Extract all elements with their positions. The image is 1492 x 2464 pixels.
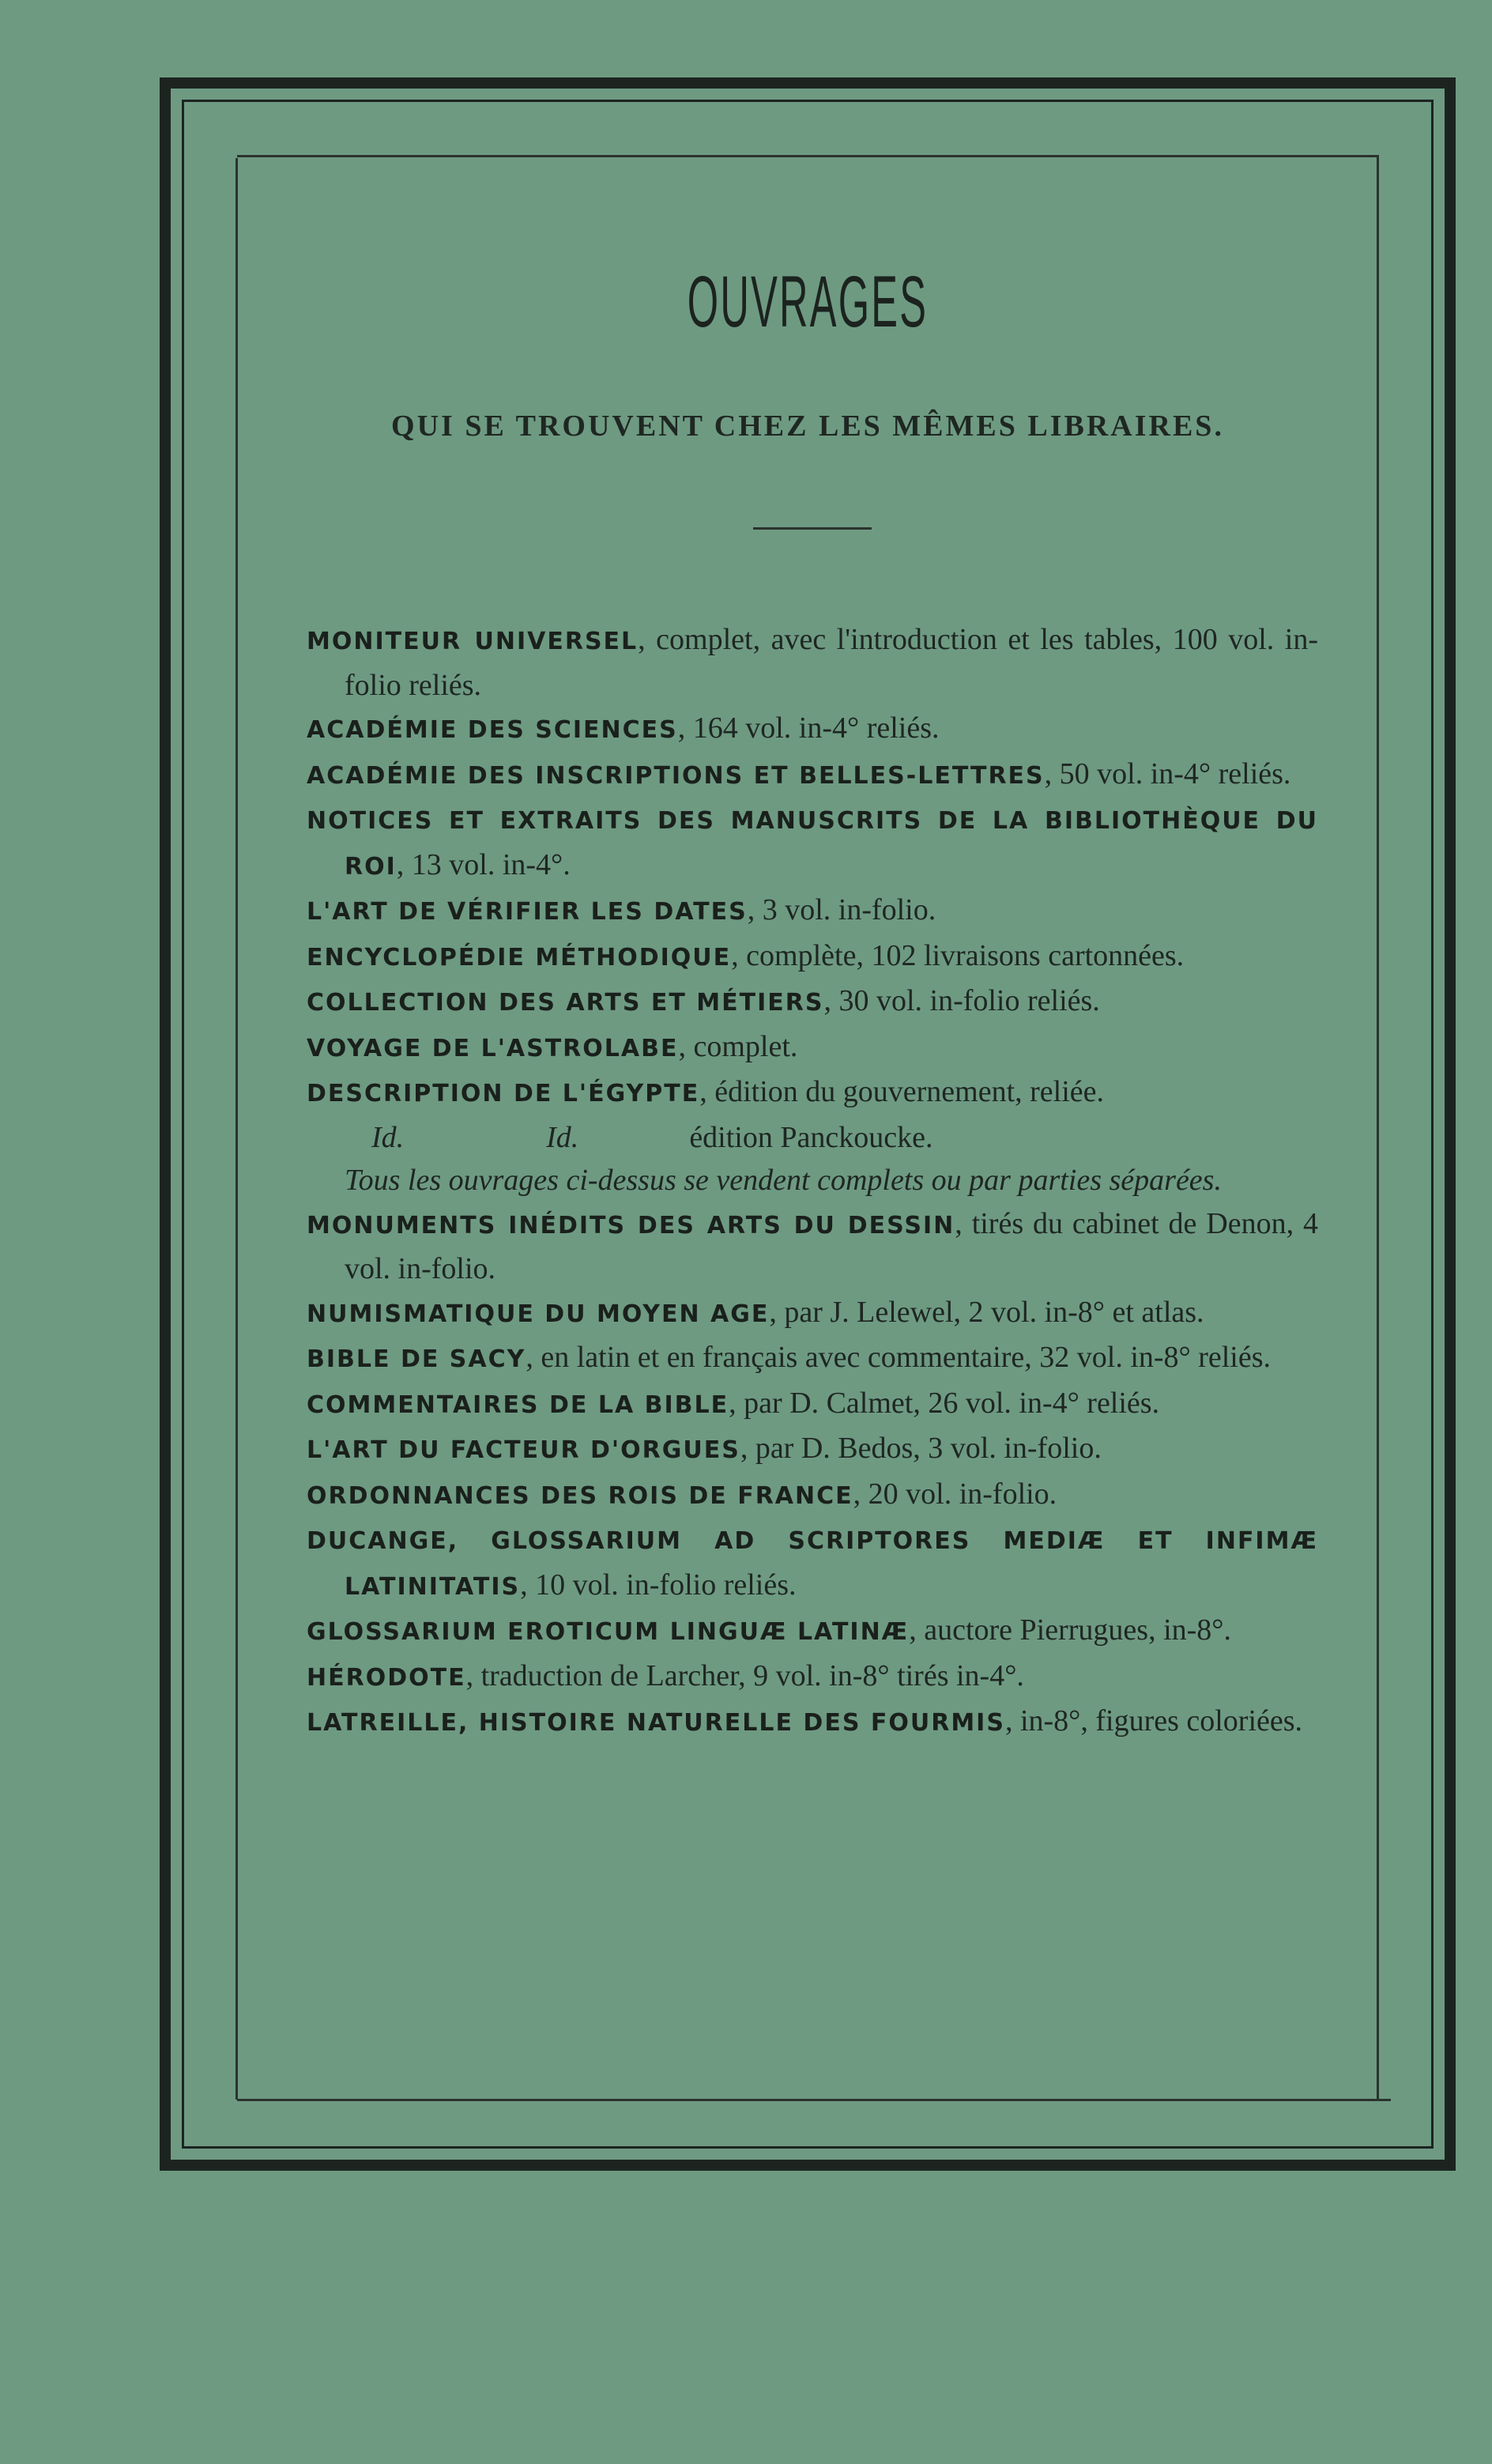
entry-title: MONITEUR UNIVERSEL	[307, 628, 639, 655]
id-row	[307, 1116, 1318, 1160]
entry-title: ACADÉMIE DES SCIENCES	[307, 716, 678, 744]
entry-title: ORDONNANCES DES ROIS DE FRANCE	[307, 1481, 853, 1510]
entry-text: , 164 vol. in-4° reliés.	[677, 711, 940, 745]
catalog-entry	[307, 1382, 1318, 1428]
catalog-entry	[307, 1202, 1318, 1291]
catalog-entry	[307, 1473, 1318, 1519]
entry-text: , traduction de Larcher, 9 vol. in-8° tirés in-4°.	[465, 1658, 1024, 1692]
catalog-entry	[307, 618, 1318, 707]
entry-title: GLOSSARIUM EROTICUM LINGUÆ LATINÆ	[307, 1618, 910, 1646]
entry-text: , par J. Lelewel, 2 vol. in-8° et atlas.	[769, 1295, 1204, 1329]
catalog-list	[307, 618, 1318, 1745]
catalog-entry	[307, 707, 1318, 753]
entry-title: DESCRIPTION DE L'ÉGYPTE	[307, 1080, 700, 1107]
entry-title: BIBLE DE SACY	[307, 1345, 526, 1373]
entry-title: DUCANGE, GLOSSARIUM AD SCRIPTORES MEDIÆ ET INFIMÆ LATINITATIS	[307, 1527, 1318, 1601]
catalog-entry	[307, 979, 1318, 1025]
entry-title: NOTICES ET EXTRAITS DES MANUSCRITS DE LA BIBLIOTHÈQUE DU ROI	[307, 807, 1318, 881]
inner-rule-left	[235, 158, 238, 2100]
entry-text: , 3 vol. in-folio.	[747, 893, 936, 926]
entry-text: , par D. Bedos, 3 vol. in-folio.	[740, 1432, 1102, 1465]
entry-text: , en latin et en français avec commentaire, 32 vol. in-8° reliés.	[526, 1341, 1272, 1374]
catalog-entry	[307, 1336, 1318, 1382]
entry-text: , 50 vol. in-4° reliés.	[1044, 757, 1291, 791]
page-title: OUVRAGES	[687, 262, 929, 342]
entry-title: MONUMENTS INÉDITS DES ARTS DU DESSIN	[307, 1211, 955, 1240]
entry-text: , 20 vol. in-folio.	[853, 1477, 1057, 1511]
catalog-entry	[307, 1025, 1318, 1071]
entry-text: , auctore Pierrugues, in-8°.	[909, 1613, 1231, 1647]
catalog-entry	[307, 1518, 1318, 1609]
note: Tous les ouvrages ci-dessus se vendent complets ou par parties séparées.	[345, 1164, 1222, 1197]
entry-title: COMMENTAIRES DE LA BIBLE	[307, 1390, 729, 1419]
entry-text: , tirés du cabinet de Denon, 4 vol. in-folio.	[345, 1206, 1318, 1285]
entry-title: ENCYCLOPÉDIE MÉTHODIQUE	[307, 943, 732, 972]
catalog-entry	[307, 1655, 1318, 1700]
inner-rule-bottom	[237, 2099, 1391, 2101]
catalog-entry	[307, 1427, 1318, 1473]
entry-text: , complet, avec l'introduction et les tables, 100 vol. in-folio reliés.	[345, 623, 1318, 702]
entry-text: , complet.	[678, 1029, 798, 1063]
entry-text: , par D. Calmet, 26 vol. in-4° reliés.	[729, 1386, 1160, 1420]
catalog-entry	[307, 1070, 1318, 1116]
entry-title: LATREILLE, HISTOIRE NATURELLE DES FOURMIS	[307, 1709, 1005, 1737]
entry-title: NUMISMATIQUE DU MOYEN AGE	[307, 1300, 770, 1328]
catalog-entry	[307, 934, 1318, 980]
entry-text: , complète, 102 livraisons cartonnées.	[731, 938, 1185, 972]
entry-text: , édition du gouvernement, reliée.	[699, 1075, 1104, 1108]
catalog-entry	[307, 889, 1318, 934]
id-text: édition Panckoucke.	[689, 1120, 933, 1154]
entry-title: L'ART DU FACTEUR D'ORGUES	[307, 1436, 740, 1464]
entry-text: , 10 vol. in-folio reliés.	[520, 1568, 797, 1602]
entry-title: COLLECTION DES ARTS ET MÉTIERS	[307, 989, 824, 1017]
entry-title: VOYAGE DE L'ASTROLABE	[307, 1034, 679, 1062]
catalog-entry	[307, 1291, 1318, 1337]
separator-rule	[753, 527, 872, 530]
entry-title: L'ART DE VÉRIFIER LES DATES	[307, 898, 748, 926]
entry-text: , 13 vol. in-4°.	[396, 847, 571, 881]
catalog-entry	[307, 753, 1318, 798]
inner-rule-right	[1377, 155, 1379, 2101]
entry-text: , in-8°, figures coloriées.	[1004, 1704, 1303, 1738]
page-subtitle: QUI SE TROUVENT CHEZ LES MÊMES LIBRAIRES.	[391, 409, 1224, 443]
inner-rule-top	[237, 155, 1378, 157]
entry-text: , 30 vol. in-folio reliés.	[823, 984, 1100, 1017]
entry-title: ACADÉMIE DES INSCRIPTIONS ET BELLES-LETTRES	[307, 761, 1045, 790]
id-label: Id.	[546, 1120, 579, 1154]
catalog-entry	[307, 1700, 1318, 1745]
entry-title: HÉRODOTE	[307, 1663, 466, 1692]
catalog-entry	[307, 1609, 1318, 1655]
catalog-entry	[307, 798, 1318, 889]
id-label: Id.	[371, 1120, 405, 1154]
